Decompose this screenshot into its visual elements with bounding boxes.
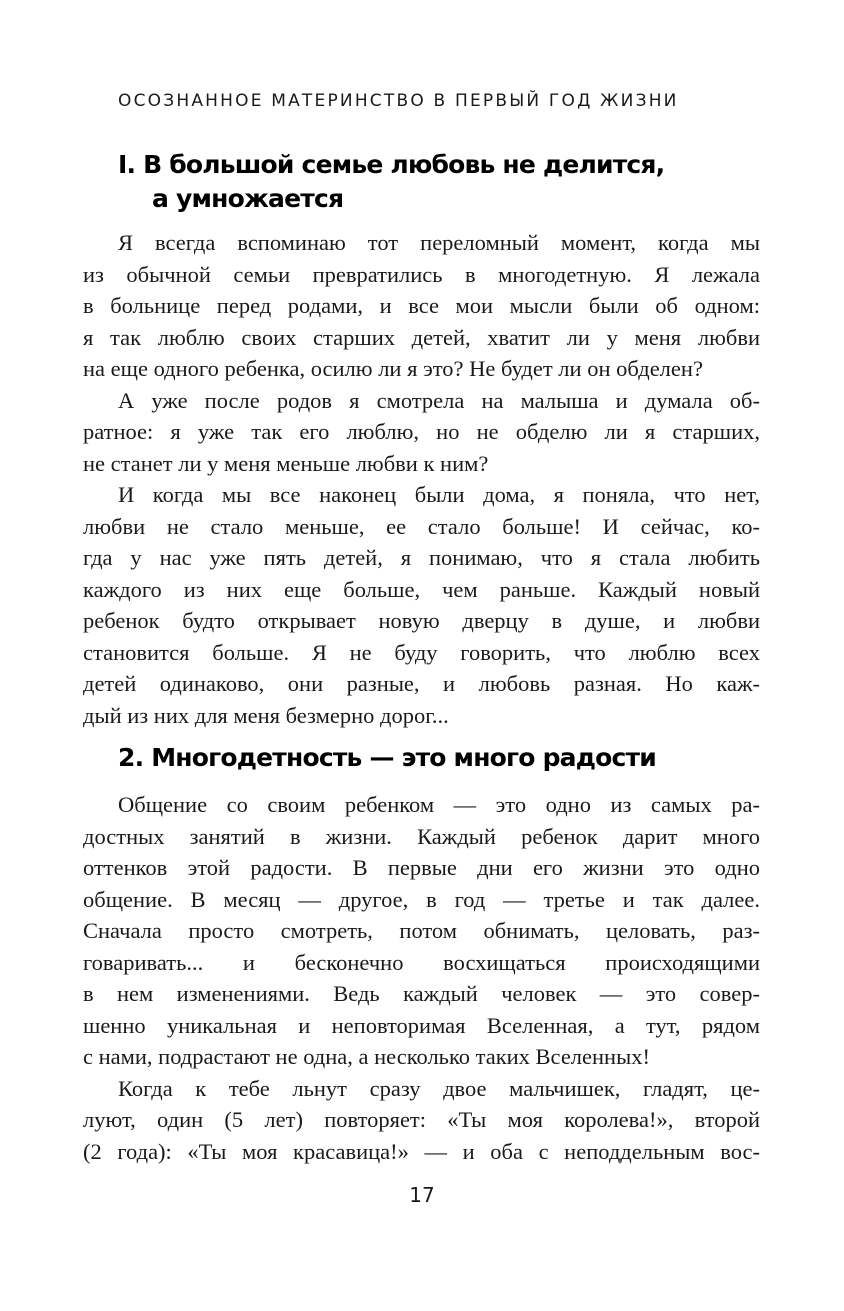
paragraph [83, 385, 760, 480]
text-line: оттенков этой радости. В первые дни его жизни это одно [83, 855, 760, 880]
text-line: Я всегда вспоминаю тот переломный момент, когда мы [118, 230, 760, 255]
text-line: в больнице перед родами, и все мои мысли были об одном: [83, 293, 760, 318]
text-line: ратное: я уже так его люблю, но не обделю ли я старших, [83, 419, 760, 444]
text-line: гда у нас уже пять детей, я понимаю, что я стала любить [83, 545, 760, 570]
text-line: достных занятий в жизни. Каждый ребенок дарит много [83, 823, 760, 849]
text-line: общение. В месяц — другое, в год — третье и так далее. [83, 886, 760, 912]
text-line: я так люблю своих старших детей, хватит ли у меня любви [83, 324, 760, 350]
text-line: луют, один (5 лет) повторяет: «Ты моя королева!», второй [83, 1107, 760, 1132]
text-line: с нами, подрастают не одна, а несколько таких Вселенных! [83, 1044, 650, 1069]
text-line: ребенок будто открывает новую дверцу в душе, и любви [83, 608, 760, 633]
text-line: (2 года): «Ты моя красавица!» — и оба с неподдельным вос- [83, 1138, 760, 1164]
text-line: Сначала просто смотреть, потом обнимать, целовать, раз- [83, 918, 760, 943]
section-1-heading-line-1: I. В большой семье любовь не делится, [118, 150, 665, 179]
text-line: дый из них для меня безмерно дорог... [83, 702, 449, 728]
running-header: ОСОЗНАННОЕ МАТЕРИНСТВО В ПЕРВЫЙ ГОД ЖИЗНИ [118, 91, 679, 111]
text-line: Когда к тебе льнут сразу двое мальчишек, гладят, це- [118, 1075, 760, 1101]
paragraph [83, 789, 760, 1073]
text-line: А уже после родов я смотрела на малыша и думала об- [118, 387, 760, 413]
text-line: Общение со своим ребенком — это одно из самых ра- [118, 792, 760, 817]
paragraph [83, 227, 760, 385]
text-line: на еще одного ребенка, осилю ли я это? Не будет ли он обделен? [83, 356, 703, 381]
text-line: И когда мы все наконец были дома, я поняла, что нет, [118, 482, 760, 507]
section-1-heading-line-2: а умножается [152, 184, 344, 213]
text-line: становится больше. Я не буду говорить, что люблю всех [83, 639, 760, 665]
text-line: из обычной семьи превратились в многодетную. Я лежала [83, 261, 760, 287]
paragraph [83, 479, 760, 731]
text-line: не станет ли у меня меньше любви к ним? [83, 450, 489, 476]
text-line: детей одинаково, они разные, и любовь разная. Но каж- [83, 671, 760, 696]
text-line: шенно уникальная и неповторимая Вселенная, а тут, рядом [83, 1012, 760, 1038]
paragraph [83, 1073, 760, 1168]
section-1-body [83, 227, 760, 731]
text-line: каждого из них еще больше, чем раньше. Каждый новый [83, 576, 760, 602]
text-line: любви не стало меньше, ее стало больше! И сейчас, ко- [83, 513, 760, 539]
page-number: 17 [409, 1183, 435, 1207]
section-2-body [83, 789, 760, 1167]
text-line: говаривать... и бесконечно восхищаться происходящими [83, 949, 760, 975]
text-line: в нем изменениями. Ведь каждый человек — это совер- [83, 981, 760, 1006]
section-2-heading: 2. Многодетность — это много радости [118, 743, 656, 772]
